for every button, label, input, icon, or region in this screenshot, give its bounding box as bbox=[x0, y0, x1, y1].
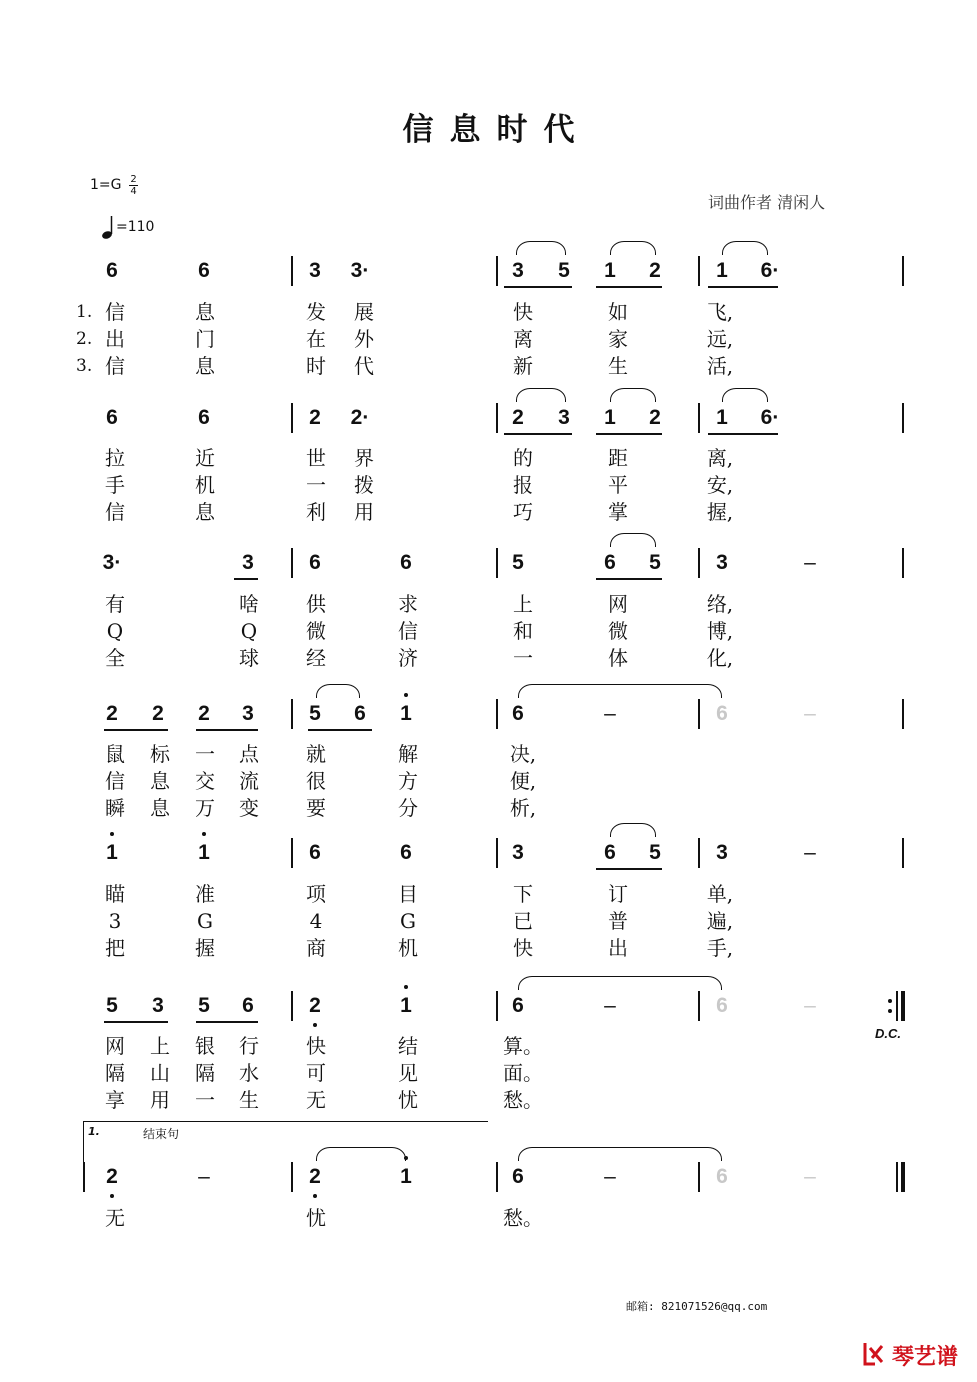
lyric-char: 息 bbox=[150, 796, 170, 820]
octave-dot-above bbox=[110, 832, 114, 836]
bar-line bbox=[291, 699, 293, 729]
lyric-char: 很 bbox=[306, 769, 326, 793]
lyric-char: 化, bbox=[706, 646, 734, 670]
note: 5 bbox=[198, 994, 210, 1017]
lyric-char: 瞬 bbox=[105, 796, 125, 820]
note: 2 bbox=[512, 406, 524, 429]
lyric-char: 快 bbox=[513, 936, 533, 960]
beam-underline bbox=[596, 433, 662, 435]
lyric-char: 银 bbox=[195, 1034, 215, 1058]
note: 6· bbox=[760, 259, 780, 282]
key-signature: 1=G bbox=[90, 177, 122, 193]
bar-line bbox=[902, 256, 904, 286]
lyric-char: 快 bbox=[513, 300, 533, 324]
lyric-char: 握, bbox=[706, 500, 734, 524]
note: 6 bbox=[604, 841, 616, 864]
bar-line bbox=[698, 548, 700, 578]
lyric-char: 标 bbox=[150, 742, 170, 766]
octave-dot-below bbox=[313, 1023, 317, 1027]
verse-number: 3. bbox=[76, 356, 93, 376]
bar-line bbox=[698, 699, 700, 729]
note: 3· bbox=[102, 551, 122, 574]
note: 1 bbox=[604, 406, 616, 429]
tie-arc bbox=[610, 388, 656, 402]
note: 6 bbox=[400, 841, 412, 864]
lyric-char: 生 bbox=[608, 354, 628, 378]
lyric-char: 要 bbox=[306, 796, 326, 820]
lyric-char: 手, bbox=[706, 936, 734, 960]
lyric-char: 息 bbox=[150, 769, 170, 793]
lyric-char: 界 bbox=[354, 446, 374, 470]
lyric-char: 门 bbox=[195, 327, 215, 351]
lyric-char: 算。 bbox=[503, 1034, 543, 1058]
lyric-char: 发 bbox=[306, 300, 326, 324]
lyric-char: 隔 bbox=[105, 1061, 125, 1085]
lyric-char: 山 bbox=[150, 1061, 170, 1085]
note: 6 bbox=[512, 702, 524, 725]
author-credit: 词曲作者 清闲人 bbox=[708, 193, 826, 212]
lyric-char: 巧 bbox=[513, 500, 533, 524]
lyric-char: 信 bbox=[105, 354, 125, 378]
lyric-char: 离 bbox=[513, 327, 533, 351]
tie-arc bbox=[610, 533, 656, 547]
lyric-char: 出 bbox=[105, 327, 125, 351]
lyric-char: 的 bbox=[513, 446, 533, 470]
note: 3 bbox=[152, 994, 164, 1017]
note: 6 bbox=[106, 406, 118, 429]
lyric-char: 准 bbox=[195, 882, 215, 906]
note: 3 bbox=[716, 841, 728, 864]
logo-icon bbox=[862, 1340, 888, 1368]
repeat-bar-thin bbox=[896, 991, 898, 1021]
beam-underline bbox=[596, 286, 662, 288]
lyric-char: 和 bbox=[513, 619, 533, 643]
rest-dash: – bbox=[804, 994, 816, 1017]
lyric-char: 隔 bbox=[195, 1061, 215, 1085]
quarter-note-icon bbox=[101, 214, 115, 240]
bar-line bbox=[902, 548, 904, 578]
tie-arc bbox=[610, 241, 656, 255]
tempo-marking: =110 bbox=[116, 219, 155, 235]
note: 5 bbox=[649, 841, 661, 864]
lyric-char: 生 bbox=[239, 1088, 259, 1112]
lyric-char: G bbox=[400, 909, 416, 933]
lyric-char: 享 bbox=[105, 1088, 125, 1112]
note: 3 bbox=[716, 551, 728, 574]
rest-dash: – bbox=[804, 551, 816, 574]
note: 6 bbox=[198, 406, 210, 429]
octave-dot-above bbox=[404, 693, 408, 697]
note: 5 bbox=[558, 259, 570, 282]
lyric-char: 商 bbox=[306, 936, 326, 960]
note: 2 bbox=[106, 1165, 118, 1188]
bar-line bbox=[496, 699, 498, 729]
rest-dash: – bbox=[198, 1165, 210, 1188]
rest-dash: – bbox=[604, 702, 616, 725]
lyric-char: 4 bbox=[309, 909, 323, 933]
bar-line bbox=[496, 838, 498, 868]
lyric-char: 网 bbox=[608, 592, 628, 616]
rest-dash: – bbox=[804, 1165, 816, 1188]
lyric-char: 微 bbox=[306, 619, 326, 643]
tie-arc bbox=[316, 684, 360, 698]
note: 5 bbox=[512, 551, 524, 574]
lyric-char: 项 bbox=[306, 882, 326, 906]
lyric-char: 无 bbox=[306, 1088, 326, 1112]
lyric-char: 求 bbox=[398, 592, 418, 616]
note: 3 bbox=[242, 551, 254, 574]
lyric-char: 可 bbox=[306, 1061, 326, 1085]
lyric-char: 距 bbox=[608, 446, 628, 470]
note: 6 bbox=[716, 702, 728, 725]
tie-arc bbox=[516, 388, 566, 402]
beam-underline bbox=[596, 578, 662, 580]
lyric-char: 息 bbox=[195, 354, 215, 378]
beam-underline bbox=[104, 729, 168, 731]
note: 6 bbox=[309, 551, 321, 574]
note: 5 bbox=[106, 994, 118, 1017]
note: 6 bbox=[512, 994, 524, 1017]
lyric-char: 水 bbox=[239, 1061, 259, 1085]
time-signature-top: 2 bbox=[130, 174, 137, 185]
lyric-char: 安, bbox=[706, 473, 734, 497]
note: 5 bbox=[309, 702, 321, 725]
lyric-char: 网 bbox=[105, 1034, 125, 1058]
lyric-char: 平 bbox=[608, 473, 628, 497]
note: 3· bbox=[350, 259, 370, 282]
lyric-char: 愁。 bbox=[503, 1088, 543, 1112]
lyric-char: 世 bbox=[306, 446, 326, 470]
lyric-char: 掌 bbox=[608, 500, 628, 524]
note: 6 bbox=[716, 994, 728, 1017]
lyric-char: Q bbox=[106, 619, 124, 643]
volta-label: 1. bbox=[88, 1125, 100, 1138]
note: 1 bbox=[604, 259, 616, 282]
lyric-char: 家 bbox=[608, 327, 628, 351]
rest-dash: – bbox=[604, 1165, 616, 1188]
beam-underline bbox=[196, 1021, 258, 1023]
note: 1 bbox=[106, 841, 118, 864]
contact-email: 邮箱: 821071526@qq.com bbox=[626, 1300, 768, 1313]
lyric-char: 一 bbox=[195, 1088, 215, 1112]
lyric-char: 新 bbox=[513, 354, 533, 378]
lyric-char: 信 bbox=[398, 619, 418, 643]
lyric-char: 报 bbox=[513, 473, 533, 497]
lyric-char: 时 bbox=[306, 354, 326, 378]
lyric-char: 快 bbox=[306, 1034, 326, 1058]
lyric-char: 析, bbox=[509, 796, 537, 820]
octave-dot-above bbox=[202, 832, 206, 836]
bar-line bbox=[698, 256, 700, 286]
lyric-char: 万 bbox=[195, 796, 215, 820]
lyric-char: 博, bbox=[706, 619, 734, 643]
note: 6 bbox=[242, 994, 254, 1017]
beam-underline bbox=[104, 1021, 168, 1023]
lyric-char: 行 bbox=[239, 1034, 259, 1058]
lyric-char: 络, bbox=[706, 592, 734, 616]
beam-underline bbox=[596, 868, 662, 870]
bar-line bbox=[291, 838, 293, 868]
bar-line bbox=[902, 403, 904, 433]
lyric-char: 分 bbox=[398, 796, 418, 820]
lyric-char: 忧 bbox=[398, 1088, 418, 1112]
note: 1 bbox=[400, 1165, 412, 1188]
lyric-char: 啥 bbox=[239, 592, 259, 616]
lyric-char: 微 bbox=[608, 619, 628, 643]
lyric-char: 如 bbox=[608, 300, 628, 324]
note: 3 bbox=[242, 702, 254, 725]
lyric-char: 拉 bbox=[105, 446, 125, 470]
lyric-char: 机 bbox=[398, 936, 418, 960]
note: 2 bbox=[198, 702, 210, 725]
lyric-char: 近 bbox=[195, 446, 215, 470]
lyric-char: 流 bbox=[239, 769, 259, 793]
lyric-char: 普 bbox=[608, 909, 628, 933]
beam-underline bbox=[708, 286, 778, 288]
note: 1 bbox=[716, 259, 728, 282]
lyric-char: 机 bbox=[195, 473, 215, 497]
note: 6· bbox=[760, 406, 780, 429]
bar-line bbox=[902, 838, 904, 868]
lyric-char: 信 bbox=[105, 500, 125, 524]
note: 5 bbox=[649, 551, 661, 574]
bar-line bbox=[496, 256, 498, 286]
lyric-char: 出 bbox=[608, 936, 628, 960]
beam-underline bbox=[196, 729, 258, 731]
lyric-char: 利 bbox=[306, 500, 326, 524]
lyric-char: 把 bbox=[105, 936, 125, 960]
lyric-char: 下 bbox=[513, 882, 533, 906]
lyric-char: 拨 bbox=[354, 473, 374, 497]
lyric-char: 单, bbox=[706, 882, 734, 906]
lyric-char: 一 bbox=[513, 646, 533, 670]
verse-number: 1. bbox=[76, 302, 93, 322]
note: 3 bbox=[558, 406, 570, 429]
note: 3 bbox=[309, 259, 321, 282]
lyric-char: 变 bbox=[239, 796, 259, 820]
lyric-char: 用 bbox=[150, 1088, 170, 1112]
bar-line bbox=[698, 403, 700, 433]
note: 6 bbox=[354, 702, 366, 725]
note: 2 bbox=[309, 1165, 321, 1188]
lyric-char: 结 bbox=[398, 1034, 418, 1058]
note: 1 bbox=[716, 406, 728, 429]
lyric-char: 解 bbox=[398, 742, 418, 766]
final-bar-thin bbox=[896, 1162, 898, 1192]
lyric-char: G bbox=[197, 909, 213, 933]
repeat-bar-thick bbox=[901, 991, 905, 1021]
rest-dash: – bbox=[804, 702, 816, 725]
lyric-char: 忧 bbox=[306, 1206, 326, 1230]
tie-arc bbox=[518, 684, 722, 698]
song-title: 信息时代 bbox=[402, 112, 591, 148]
lyric-char: 便, bbox=[509, 769, 537, 793]
lyric-char: 方 bbox=[398, 769, 418, 793]
bar-line bbox=[496, 991, 498, 1021]
lyric-char: 离, bbox=[706, 446, 734, 470]
note: 6 bbox=[512, 1165, 524, 1188]
bar-line bbox=[291, 403, 293, 433]
lyric-char: 展 bbox=[354, 300, 374, 324]
tie-arc bbox=[610, 823, 656, 837]
bar-line bbox=[496, 548, 498, 578]
note: 6 bbox=[716, 1165, 728, 1188]
lyric-char: 球 bbox=[239, 646, 259, 670]
lyric-char: 面。 bbox=[503, 1061, 543, 1085]
lyric-char: 活, bbox=[706, 354, 734, 378]
rest-dash: – bbox=[604, 994, 616, 1017]
note: 2· bbox=[350, 406, 370, 429]
note: 2 bbox=[309, 994, 321, 1017]
lyric-char: 在 bbox=[306, 327, 326, 351]
lyric-char: 瞄 bbox=[105, 882, 125, 906]
lyric-char: 全 bbox=[105, 646, 125, 670]
lyric-char: 上 bbox=[513, 592, 533, 616]
lyric-char: 一 bbox=[195, 742, 215, 766]
lyric-char: 体 bbox=[608, 646, 628, 670]
site-logo bbox=[862, 1338, 962, 1372]
lyric-char: 目 bbox=[398, 882, 418, 906]
lyric-char: 经 bbox=[306, 646, 326, 670]
bar-line bbox=[291, 991, 293, 1021]
lyric-char: 鼠 bbox=[105, 742, 125, 766]
octave-dot-below bbox=[110, 1194, 114, 1198]
logo-text: 琴艺谱 bbox=[892, 1345, 959, 1370]
lyric-char: 交 bbox=[195, 769, 215, 793]
bar-line bbox=[496, 403, 498, 433]
beam-underline bbox=[234, 578, 258, 580]
note: 6 bbox=[400, 551, 412, 574]
lyric-char: 订 bbox=[608, 882, 628, 906]
lyric-char: 息 bbox=[195, 300, 215, 324]
rest-dash: – bbox=[804, 841, 816, 864]
lyric-char: 握 bbox=[195, 936, 215, 960]
bar-line bbox=[698, 991, 700, 1021]
note: 2 bbox=[649, 406, 661, 429]
beam-underline bbox=[504, 433, 572, 435]
lyric-char: 一 bbox=[306, 473, 326, 497]
lyric-char: 信 bbox=[105, 300, 125, 324]
lyric-char: 点 bbox=[239, 742, 259, 766]
lyric-char: 有 bbox=[105, 592, 125, 616]
octave-dot-above bbox=[404, 985, 408, 989]
lyric-char: 上 bbox=[150, 1034, 170, 1058]
bar-line bbox=[291, 256, 293, 286]
octave-dot-below bbox=[313, 1194, 317, 1198]
bar-line bbox=[902, 699, 904, 729]
lyric-char: 济 bbox=[398, 646, 418, 670]
time-signature bbox=[129, 174, 138, 197]
repeat-dot bbox=[888, 1009, 892, 1013]
tie-arc bbox=[516, 241, 566, 255]
lyric-char: Q bbox=[240, 619, 258, 643]
lyric-char: 3 bbox=[108, 909, 122, 933]
note: 1 bbox=[400, 702, 412, 725]
lyric-char: 愁。 bbox=[503, 1206, 543, 1230]
lyric-char: 代 bbox=[354, 354, 374, 378]
tie-arc bbox=[518, 1147, 722, 1161]
lyric-char: 信 bbox=[105, 769, 125, 793]
tie-arc bbox=[722, 388, 768, 402]
beam-underline bbox=[708, 433, 778, 435]
bar-line bbox=[291, 548, 293, 578]
lyric-char: 远, bbox=[706, 327, 734, 351]
tie-arc bbox=[518, 976, 722, 990]
note: 6 bbox=[604, 551, 616, 574]
lyric-char: 决, bbox=[509, 742, 537, 766]
final-bar-thick bbox=[901, 1162, 905, 1192]
note: 1 bbox=[400, 994, 412, 1017]
note: 2 bbox=[152, 702, 164, 725]
bar-line bbox=[698, 1162, 700, 1192]
note: 6 bbox=[198, 259, 210, 282]
tie-arc bbox=[722, 241, 768, 255]
lyric-char: 手 bbox=[105, 473, 125, 497]
note: 6 bbox=[106, 259, 118, 282]
lyric-char: 无 bbox=[105, 1206, 125, 1230]
time-signature-bottom: 4 bbox=[130, 186, 137, 197]
lyric-char: 供 bbox=[306, 592, 326, 616]
da-capo-mark: D.C. bbox=[875, 1026, 901, 1041]
lyric-char: 息 bbox=[195, 500, 215, 524]
lyric-char: 就 bbox=[306, 742, 326, 766]
repeat-dot bbox=[888, 999, 892, 1003]
note: 2 bbox=[106, 702, 118, 725]
bar-line bbox=[496, 1162, 498, 1192]
lyric-char: 用 bbox=[354, 500, 374, 524]
note: 1 bbox=[198, 841, 210, 864]
lyric-char: 已 bbox=[513, 909, 533, 933]
verse-number: 2. bbox=[76, 329, 93, 349]
beam-underline bbox=[504, 286, 572, 288]
lyric-char: 见 bbox=[398, 1061, 418, 1085]
beam-underline bbox=[308, 729, 372, 731]
bar-line bbox=[698, 838, 700, 868]
note: 2 bbox=[309, 406, 321, 429]
note: 3 bbox=[512, 259, 524, 282]
lyric-char: 外 bbox=[354, 327, 374, 351]
ending-label: 结束句 bbox=[143, 1127, 180, 1141]
note: 3 bbox=[512, 841, 524, 864]
lyric-char: 飞, bbox=[706, 300, 734, 324]
note: 2 bbox=[649, 259, 661, 282]
lyric-char: 遍, bbox=[706, 909, 734, 933]
note: 6 bbox=[309, 841, 321, 864]
